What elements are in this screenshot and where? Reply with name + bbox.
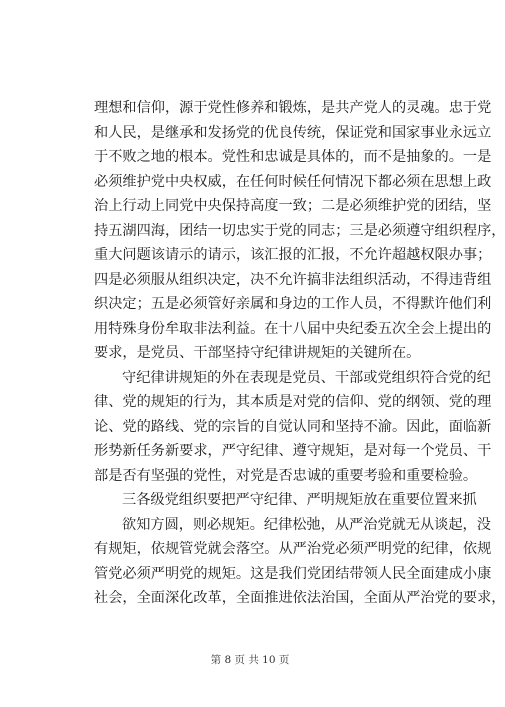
text-line: 管党必须严明党的规矩。这是我们党团结带领人民全面建成小康 [94, 565, 492, 582]
text-line: 织决定；五是必须管好亲属和身边的工作人员，不得默许他们利 [94, 296, 492, 312]
page-footer: 第 8 页 共 10 页 [210, 654, 290, 666]
text-line: 治上行动上同党中央保持高度一致；二是必须维护党的团结，坚 [94, 198, 492, 214]
text-line: 守纪律讲规矩的外在表现是党员、干部或党组织符合党的纪 [122, 369, 491, 386]
text-line: 四是必须服从组织决定，决不允许搞非法组织活动，不得违背组 [94, 271, 492, 288]
text-line: 于不败之地的根本。党性和忠诚是具体的，而不是抽象的。一是 [94, 149, 492, 165]
text-line: 社会，全面深化改革，全面推进依法治国，全面从严治党的要求， [94, 590, 505, 606]
text-line: 部是否有坚强的党性，对党是否忠诚的重要考验和重要检验。 [94, 467, 478, 484]
text-line: 欲知方圆，则必规矩。纪律松弛，从严治党就无从谈起，没 [122, 516, 491, 533]
document-body [94, 96, 505, 611]
text-line: 必须维护党中央权威，在任何时候任何情况下都必须在思想上政 [94, 173, 492, 190]
text-line: 律、党的规矩的行为，其本质是对党的信仰、党的纲领、党的理 [94, 394, 492, 410]
text-line: 理想和信仰，源于党性修养和锻炼，是共产党人的灵魂。忠于党 [94, 100, 492, 116]
text-line: 用特殊身份牟取非法利益。在十八届中央纪委五次全会上提出的 [94, 320, 492, 337]
section-heading: 三各级党组织要把严守纪律、严明规矩放在重要位置来抓 [122, 492, 477, 508]
text-line: 持五湖四海，团结一切忠实于党的同志；三是必须遵守组织程序， [94, 222, 505, 239]
text-line: 有规矩，依规管党就会落空。从严治党必须严明党的纪律，依规 [94, 541, 492, 557]
text-line: 重大问题该请示的请示，该汇报的汇报，不允许超越权限办事； [94, 247, 492, 263]
text-line: 要求，是党员、干部坚持守纪律讲规矩的关键所在。 [94, 345, 421, 361]
text-line: 论、党的路线、党的宗旨的自觉认同和坚持不渝。因此，面临新 [94, 418, 492, 435]
text-line: 和人民，是继承和发扬党的优良传统，保证党和国家事业永远立 [94, 124, 492, 141]
text-line: 形势新任务新要求，严守纪律、遵守规矩，是对每一个党员、干 [94, 443, 492, 459]
